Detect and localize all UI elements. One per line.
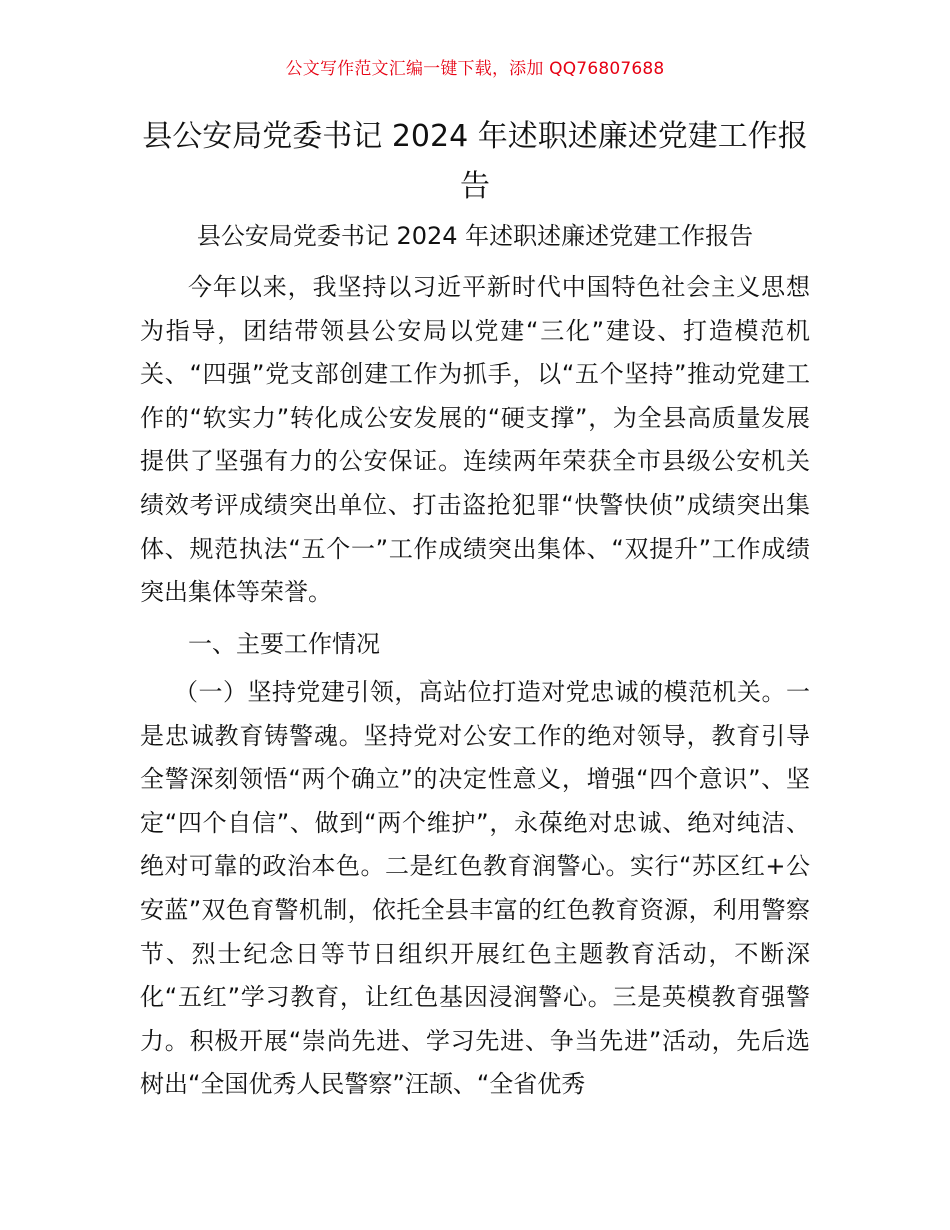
intro-paragraph: 今年以来，我坚持以习近平新时代中国特色社会主义思想为指导，团结带领县公安局以党建“三化”建设、打造模范机关、“四强”党支部创建工作为抓手，以“五个坚持”推动党建工作的“软实力”转化成公安发展的“硬支撑”，为全县高质量发展提供了坚强有力的公安保证。连续两年荣获全市县级公安机关绩效考评成绩突出单位、打击盗抢犯罪“快警快侦”成绩突出集体、规范执法“五个一”工作成绩突出集体、“双提升”工作成绩突出集体等荣誉。 (140, 273, 810, 607)
section-heading: 一、主要工作情况 (188, 630, 380, 658)
download-banner[interactable]: 公文写作范文汇编一键下载，添加 QQ76807688 (285, 59, 665, 79)
section-paragraph: （一）坚持党建引领，高站位打造对党忠诚的模范机关。一是忠诚教育铸警魂。坚持党对公安工作的绝对领导，教育引导全警深刻领悟“两个确立”的决定性意义，增强“四个意识”、坚定“四个自信”、做到“两个维护”，永葆绝对忠诚、绝对纯洁、绝对可靠的政治本色。二是红色教育润警心。实行“苏区红+公安蓝”双色育警机制，依托全县丰富的红色教育资源，利用警察节、烈士纪念日等节日组织开展红色主题教育活动，不断深化“五红”学习教育，让红色基因浸润警心。三是英模教育强警力。积极开展“崇尚先进、学习先进、争当先进”活动，先后选树出“全国优秀人民警察”汪颉、“全省优秀 (140, 678, 810, 1099)
document-subtitle: 县公安局党委书记 2024 年述职述廉述党建工作报告 (196, 222, 754, 250)
document-title: 县公安局党委书记 2024 年述职述廉述党建工作报告 (142, 119, 808, 204)
